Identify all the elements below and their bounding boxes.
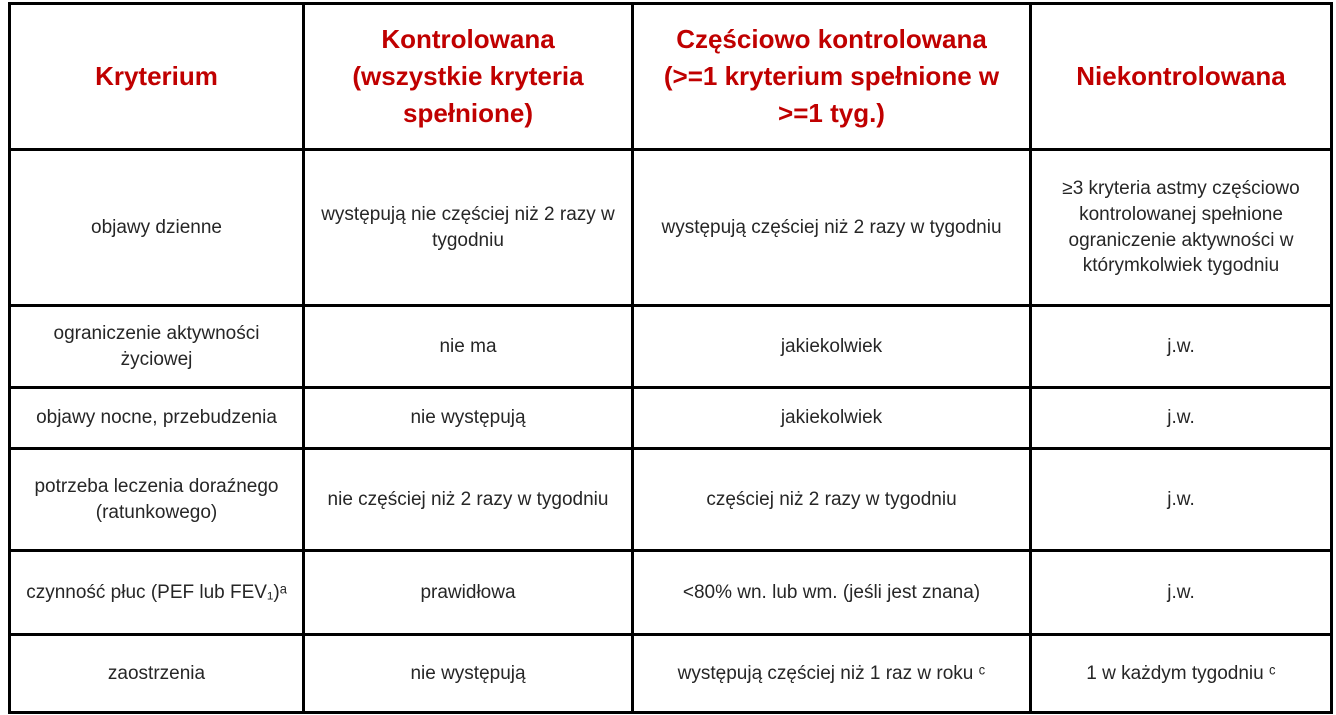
asthma-control-table bbox=[8, 2, 1333, 714]
table-cell: nie występują bbox=[304, 388, 633, 449]
table-cell: częściej niż 2 razy w tygodniu bbox=[633, 449, 1031, 551]
table-cell: objawy nocne, przebudzenia bbox=[10, 388, 304, 449]
table-cell: ograniczenie aktywności życiowej bbox=[10, 306, 304, 388]
table-body bbox=[10, 150, 1332, 713]
table-cell: 1 w każdym tygodniu ᶜ bbox=[1031, 635, 1332, 713]
table-cell: występują częściej niż 2 razy w tygodniu bbox=[633, 150, 1031, 306]
table-row bbox=[10, 449, 1332, 551]
table-cell: <80% wn. lub wm. (jeśli jest znana) bbox=[633, 551, 1031, 635]
column-header-kontrolowana: Kontrolowana (wszystkie kryteria spełnione) bbox=[304, 4, 633, 150]
table-cell: występują nie częściej niż 2 razy w tygodniu bbox=[304, 150, 633, 306]
table-cell: nie częściej niż 2 razy w tygodniu bbox=[304, 449, 633, 551]
table-cell: j.w. bbox=[1031, 551, 1332, 635]
table-header-row bbox=[10, 4, 1332, 150]
table-cell: jakiekolwiek bbox=[633, 306, 1031, 388]
table-row bbox=[10, 551, 1332, 635]
table-cell: j.w. bbox=[1031, 306, 1332, 388]
table-cell: prawidłowa bbox=[304, 551, 633, 635]
table-cell: j.w. bbox=[1031, 388, 1332, 449]
table-cell: zaostrzenia bbox=[10, 635, 304, 713]
table-cell: ≥3 kryteria astmy częściowo kontrolowanej spełnione ograniczenie aktywności w którymkolwiek tygodniu bbox=[1031, 150, 1332, 306]
table-cell: jakiekolwiek bbox=[633, 388, 1031, 449]
table-cell: występują częściej niż 1 raz w roku ᶜ bbox=[633, 635, 1031, 713]
table-cell: potrzeba leczenia doraźnego (ratunkowego) bbox=[10, 449, 304, 551]
table-row bbox=[10, 388, 1332, 449]
column-header-niekontrolowana: Niekontrolowana bbox=[1031, 4, 1332, 150]
table-cell: czynność płuc (PEF lub FEV₁)ᵃ bbox=[10, 551, 304, 635]
column-header-czesciowo-kontrolowana: Częściowo kontrolowana (>=1 kryterium spełnione w >=1 tyg.) bbox=[633, 4, 1031, 150]
table-cell: objawy dzienne bbox=[10, 150, 304, 306]
table-cell: nie ma bbox=[304, 306, 633, 388]
table-row bbox=[10, 635, 1332, 713]
table-cell: j.w. bbox=[1031, 449, 1332, 551]
column-header-kryterium: Kryterium bbox=[10, 4, 304, 150]
table-cell: nie występują bbox=[304, 635, 633, 713]
asthma-control-table-wrap bbox=[8, 2, 1330, 714]
table-row bbox=[10, 306, 1332, 388]
table-row bbox=[10, 150, 1332, 306]
